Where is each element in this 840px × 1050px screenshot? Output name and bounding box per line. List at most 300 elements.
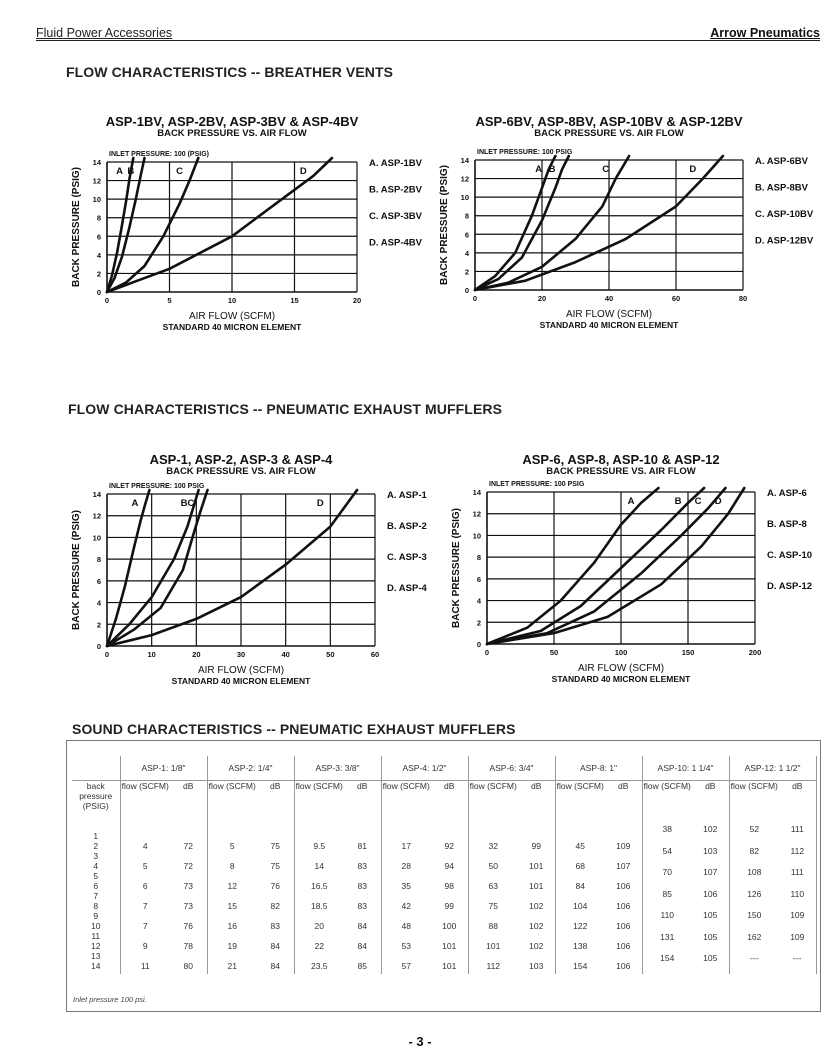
db-value: 99: [531, 841, 541, 851]
flow-value: 7: [142, 921, 148, 931]
spacer: [382, 851, 432, 861]
chart-breather-large: [432, 108, 832, 348]
flow-column: [294, 831, 344, 974]
spacer: [431, 831, 468, 841]
db-value: 100: [442, 921, 457, 931]
spacer: [556, 871, 606, 881]
y-tick-label: 0: [476, 640, 481, 649]
flow-value: 38: [662, 824, 672, 834]
db-value: 106: [616, 921, 631, 931]
table-group-header: [72, 756, 816, 781]
spacer: [431, 931, 468, 941]
x-tick-label: 60: [370, 650, 380, 659]
flow-value: 108: [747, 867, 762, 877]
flow-value: 54: [662, 845, 672, 856]
flow-value: 35: [401, 881, 411, 891]
flow-value: 8: [229, 861, 235, 871]
model-group-header: ASP-3: 3/8": [294, 756, 381, 781]
db-value: 105: [703, 931, 718, 942]
spacer: [208, 911, 258, 921]
x-tick-label: 0: [104, 296, 110, 305]
spacer: [605, 891, 642, 901]
spacer: [382, 951, 432, 961]
spacer: [295, 911, 345, 921]
db-value: 102: [529, 941, 544, 951]
legend-entry: B. ASP-2BV: [369, 184, 422, 196]
chart-subtitle: BACK PRESSURE VS. AIR FLOW: [534, 128, 684, 139]
curve-letter: D: [714, 496, 722, 507]
db-value: 98: [444, 881, 454, 891]
db-column: [257, 831, 294, 974]
spacer: [556, 851, 606, 861]
spacer: [121, 851, 171, 861]
chart-muffler-small: [60, 446, 440, 696]
db-value: 105: [703, 953, 718, 963]
spacer: [344, 931, 381, 941]
x-tick-label: 0: [472, 294, 478, 303]
spacer: [556, 911, 606, 921]
spacer: [431, 911, 468, 921]
db-header: dB: [518, 781, 555, 832]
y-tick-label: 10: [460, 193, 469, 203]
y-tick-label: 14: [92, 158, 101, 167]
db-value: 75: [270, 841, 280, 851]
flow-value: 75: [488, 901, 498, 911]
x-tick-label: 60: [671, 294, 681, 303]
legend-entry: A. ASP-6: [767, 488, 807, 499]
spacer: [469, 951, 519, 961]
curve-letter: C: [602, 164, 610, 175]
pressure-value: 12: [91, 941, 101, 951]
y-tick-label: 2: [476, 618, 481, 628]
pressure-value: 14: [91, 961, 101, 971]
db-value: 84: [270, 941, 280, 951]
spacer: [208, 871, 258, 881]
flow-header: flow (SCFM): [643, 781, 691, 791]
legend-entry: A. ASP-1: [387, 490, 427, 501]
chart-title: ASP-6BV, ASP-8BV, ASP-10BV & ASP-12BV: [475, 114, 743, 129]
flow-value: 150: [747, 910, 762, 920]
db-value: 76: [183, 921, 193, 931]
legend-entry: C. ASP-3BV: [369, 211, 422, 223]
y-tick-label: 4: [464, 248, 469, 258]
flow-value: 17: [401, 841, 411, 851]
y-tick-label: 12: [92, 176, 101, 186]
pressure-value: 6: [93, 881, 99, 891]
db-value: 75: [270, 861, 280, 871]
flow-column: [729, 824, 779, 974]
x-tick-label: 5: [167, 296, 172, 305]
table-corner-cell: [72, 756, 120, 781]
flow-value: 50: [488, 861, 498, 871]
spacer: [382, 931, 432, 941]
y-tick-label: 8: [476, 553, 481, 563]
spacer: [344, 911, 381, 921]
pressure-value: 8: [93, 901, 99, 911]
x-tick-label: 20: [352, 296, 362, 305]
y-tick-label: 2: [96, 269, 101, 279]
y-axis-label: BACK PRESSURE (PSIG): [71, 509, 82, 631]
db-value: 106: [616, 961, 631, 971]
page-number: - 3 -: [408, 1034, 432, 1049]
flow-value: 68: [575, 861, 585, 871]
flow-value: 48: [401, 921, 411, 931]
spacer: [605, 831, 642, 841]
flow-value: 101: [486, 941, 501, 951]
flow-header: flow (SCFM): [208, 781, 256, 791]
db-value: 109: [790, 931, 805, 942]
inlet-pressure-note: INLET PRESSURE: 100 PSIG: [489, 481, 585, 488]
spacer: [257, 871, 294, 881]
flow-value: 21: [227, 961, 237, 971]
legend-entry: B. ASP-8: [767, 519, 807, 531]
spacer: [295, 851, 345, 861]
x-tick-label: 10: [227, 296, 237, 305]
pressure-value: 11: [91, 931, 101, 941]
x-tick-label: 0: [104, 650, 110, 659]
x-axis-sublabel: STANDARD 40 MICRON ELEMENT: [162, 322, 302, 332]
table-body-row: [72, 831, 816, 974]
spacer: [295, 871, 345, 881]
x-tick-label: 40: [604, 294, 614, 303]
spacer: [382, 831, 432, 841]
spacer: [170, 951, 207, 961]
pressure-value: 4: [93, 861, 99, 871]
legend-entry: D. ASP-12BV: [755, 235, 814, 247]
spacer: [170, 911, 207, 921]
curve-letter: D: [689, 164, 697, 175]
flow-value: 84: [575, 881, 585, 891]
db-value: 73: [183, 901, 193, 911]
y-tick-label: 12: [92, 511, 101, 521]
flow-value: 6: [142, 881, 148, 891]
spacer: [382, 871, 432, 881]
db-value: 99: [444, 901, 454, 911]
flow-value: 52: [749, 824, 760, 834]
flow-value: 16: [227, 921, 237, 931]
db-value: 72: [183, 841, 193, 851]
db-value: 76: [270, 881, 280, 891]
header-left-title: Fluid Power Accessories: [36, 26, 173, 40]
db-value: 94: [444, 861, 454, 871]
flow-value: 4: [142, 841, 148, 851]
flow-header: flow (SCFM): [295, 781, 343, 791]
spacer: [295, 891, 345, 901]
y-tick-label: 10: [92, 195, 101, 205]
x-tick-label: 20: [537, 294, 547, 303]
flow-value: 154: [660, 953, 675, 963]
db-column: [605, 831, 642, 974]
flow-value: 63: [488, 881, 498, 891]
y-axis-label: BACK PRESSURE (PSIG): [439, 164, 450, 286]
db-value: 111: [790, 867, 804, 877]
model-group-header: ASP-1: 1/8": [120, 756, 207, 781]
spacer: [208, 931, 258, 941]
y-tick-label: 6: [464, 230, 469, 240]
spacer: [121, 871, 171, 881]
spacer: [556, 951, 606, 961]
legend-entry: B. ASP-2: [387, 521, 427, 533]
legend-entry: C. ASP-10BV: [755, 209, 814, 221]
spacer: [469, 831, 519, 841]
db-value: 83: [357, 881, 367, 891]
spacer: [556, 891, 606, 901]
header-brand: Arrow Pneumatics: [710, 26, 820, 40]
series-line-a: [475, 156, 555, 290]
pressure-value: 1: [93, 831, 99, 841]
back-pressure-header: back pressure (PSIG): [72, 781, 120, 832]
db-column: [779, 824, 816, 974]
flow-value: 82: [749, 845, 760, 856]
flow-value: 28: [401, 861, 411, 871]
pressure-value: 2: [93, 841, 99, 851]
chart-muffler-large: [445, 446, 830, 696]
db-value: 82: [270, 901, 280, 911]
x-axis-label: AIR FLOW (SCFM): [188, 311, 276, 322]
flow-value: 122: [573, 921, 588, 931]
flow-value: 104: [573, 901, 588, 911]
db-value: 106: [616, 901, 631, 911]
page-header: [36, 26, 820, 41]
spacer: [295, 831, 345, 841]
spacer: [170, 871, 207, 881]
pressure-column: [72, 831, 120, 974]
db-value: 80: [183, 961, 193, 971]
chart-title: ASP-1, ASP-2, ASP-3 & ASP-4: [149, 452, 333, 467]
db-value: 72: [183, 861, 193, 871]
flow-value: 112: [486, 961, 501, 971]
chart-title: ASP-6, ASP-8, ASP-10 & ASP-12: [522, 452, 720, 467]
spacer: [518, 871, 555, 881]
spacer: [121, 951, 171, 961]
y-tick-label: 14: [460, 156, 469, 165]
pressure-value: 9: [93, 911, 99, 921]
flow-value: 19: [227, 941, 237, 951]
db-value: 84: [270, 961, 280, 971]
db-value: 101: [442, 961, 457, 971]
curve-letter: C: [176, 166, 183, 177]
spacer: [556, 931, 606, 941]
flow-value: 9.5: [313, 841, 326, 851]
x-axis-label: AIR FLOW (SCFM): [565, 309, 653, 320]
x-tick-label: 80: [738, 294, 748, 303]
db-value: 105: [703, 910, 718, 920]
curve-letter: D: [316, 498, 324, 509]
x-tick-label: 20: [192, 650, 201, 659]
db-value: 109: [790, 910, 805, 920]
flow-column: [555, 831, 605, 974]
flow-value: 22: [314, 941, 324, 951]
flow-header: flow (SCFM): [382, 781, 430, 791]
db-value: 83: [357, 901, 367, 911]
db-column: [692, 824, 729, 974]
spacer: [344, 831, 381, 841]
db-value: 109: [616, 841, 631, 851]
flow-value: ---: [750, 953, 759, 963]
series-line-c: [107, 158, 198, 292]
y-tick-label: 14: [92, 490, 101, 499]
spacer: [431, 951, 468, 961]
db-value: 83: [270, 921, 280, 931]
flow-value: 16.5: [310, 881, 328, 891]
pressure-value: 10: [91, 921, 101, 931]
db-value: 101: [529, 861, 544, 871]
db-value: 111: [790, 824, 804, 834]
y-axis-label: BACK PRESSURE (PSIG): [71, 166, 82, 288]
flow-value: 20: [314, 921, 324, 931]
curve-letter: B: [548, 164, 556, 175]
curve-letter: A: [535, 164, 543, 175]
spacer: [431, 891, 468, 901]
spacer: [121, 891, 171, 901]
spacer: [518, 831, 555, 841]
curve-letter: D: [299, 166, 307, 177]
chart-subtitle: BACK PRESSURE VS. AIR FLOW: [546, 466, 696, 477]
inlet-pressure-note: INLET PRESSURE: 100 PSIG: [477, 149, 573, 156]
x-tick-label: 50: [549, 648, 559, 657]
legend-entry: D. ASP-4BV: [369, 237, 422, 249]
db-column: [170, 831, 207, 974]
db-value: 106: [703, 888, 718, 899]
x-tick-label: 40: [281, 650, 290, 659]
flow-value: 57: [401, 961, 411, 971]
spacer: [208, 951, 258, 961]
spacer: [121, 911, 171, 921]
db-header: dB: [344, 781, 381, 832]
x-tick-label: 0: [484, 648, 490, 657]
flow-value: 11: [140, 961, 150, 971]
spacer: [170, 891, 207, 901]
spacer: [208, 851, 258, 861]
flow-column: [642, 824, 692, 974]
flow-value: 131: [660, 931, 675, 942]
spacer: [257, 931, 294, 941]
db-header: dB: [779, 781, 816, 832]
spacer: [469, 891, 519, 901]
section-title-sound: SOUND CHARACTERISTICS -- PNEUMATIC EXHAUST MUFFLERS: [72, 721, 516, 737]
section-title-mufflers: FLOW CHARACTERISTICS -- PNEUMATIC EXHAUST MUFFLERS: [68, 401, 503, 417]
model-group-header: ASP-8: 1": [555, 756, 642, 781]
sound-table: [72, 756, 817, 974]
spacer: [170, 831, 207, 841]
flow-value: 85: [662, 888, 672, 899]
legend-entry: C. ASP-10: [767, 550, 813, 562]
db-value: 101: [442, 941, 457, 951]
flow-header: flow (SCFM): [469, 781, 517, 791]
y-tick-label: 4: [476, 596, 481, 606]
pressure-value: 7: [93, 891, 99, 901]
x-tick-label: 30: [236, 650, 246, 659]
x-axis-label: AIR FLOW (SCFM): [577, 663, 665, 674]
flow-value: 138: [573, 941, 588, 951]
spacer: [257, 911, 294, 921]
flow-value: 88: [488, 921, 498, 931]
curve-letter: A: [131, 498, 139, 509]
spacer: [431, 851, 468, 861]
model-group-header: ASP-10: 1 1/4": [642, 756, 729, 781]
inlet-pressure-note: INLET PRESSURE: 100 PSIG: [109, 483, 205, 490]
spacer: [295, 931, 345, 941]
spacer: [469, 931, 519, 941]
y-tick-label: 10: [92, 533, 101, 543]
db-value: 106: [616, 881, 631, 891]
y-tick-label: 4: [96, 250, 101, 260]
flow-value: 12: [227, 881, 237, 891]
flow-column: [468, 831, 518, 974]
db-value: 103: [703, 845, 718, 856]
db-value: 102: [703, 824, 718, 834]
chart-title: ASP-1BV, ASP-2BV, ASP-3BV & ASP-4BV: [105, 114, 359, 129]
spacer: [382, 911, 432, 921]
db-value: 73: [183, 881, 193, 891]
flow-value: 7: [142, 901, 148, 911]
y-tick-label: 12: [460, 174, 469, 184]
spacer: [518, 951, 555, 961]
flow-column: [120, 831, 170, 974]
y-tick-label: 4: [96, 598, 101, 608]
legend-entry: D. ASP-4: [387, 583, 427, 595]
spacer: [257, 831, 294, 841]
y-tick-label: 0: [464, 286, 469, 295]
spacer: [344, 951, 381, 961]
spacer: [431, 871, 468, 881]
spacer: [556, 831, 606, 841]
db-value: 101: [529, 881, 544, 891]
flow-value: 18.5: [310, 901, 328, 911]
y-tick-label: 12: [472, 509, 481, 519]
flow-header: flow (SCFM): [730, 781, 778, 791]
flow-value: 15: [227, 901, 237, 911]
db-header: dB: [170, 781, 207, 832]
x-tick-label: 200: [748, 648, 762, 657]
x-tick-label: 50: [326, 650, 335, 659]
spacer: [121, 931, 171, 941]
db-value: 84: [357, 921, 367, 931]
db-column: [431, 831, 468, 974]
db-value: 81: [357, 841, 367, 851]
db-header: dB: [605, 781, 642, 832]
spacer: [382, 891, 432, 901]
flow-value: 9: [142, 941, 148, 951]
y-tick-label: 6: [96, 576, 101, 586]
db-value: 102: [529, 901, 544, 911]
x-axis-sublabel: STANDARD 40 MICRON ELEMENT: [551, 674, 691, 684]
model-group-header: ASP-12: 1 1/2": [729, 756, 816, 781]
curve-letter: B: [674, 496, 682, 507]
pressure-value: 5: [93, 871, 99, 881]
sound-table-box: [66, 740, 821, 1012]
db-value: 83: [357, 861, 367, 871]
db-value: 106: [616, 941, 631, 951]
legend-entry: C. ASP-3: [387, 552, 427, 564]
flow-value: 45: [575, 841, 585, 851]
flow-value: 14: [314, 861, 324, 871]
y-axis-label: BACK PRESSURE (PSIG): [451, 507, 462, 629]
spacer: [518, 851, 555, 861]
y-tick-label: 0: [96, 642, 101, 651]
flow-value: 32: [488, 841, 498, 851]
y-tick-label: 6: [476, 574, 481, 584]
db-value: 110: [790, 888, 805, 899]
table-note: Inlet pressure 100 psi.: [73, 995, 147, 1004]
series-line-d: [475, 156, 723, 290]
model-group-header: ASP-2: 1/4": [207, 756, 294, 781]
legend-entry: B. ASP-8BV: [755, 182, 808, 194]
y-tick-label: 2: [96, 620, 101, 630]
x-tick-label: 150: [681, 648, 695, 657]
flow-column: [207, 831, 257, 974]
y-tick-label: 2: [464, 267, 469, 277]
